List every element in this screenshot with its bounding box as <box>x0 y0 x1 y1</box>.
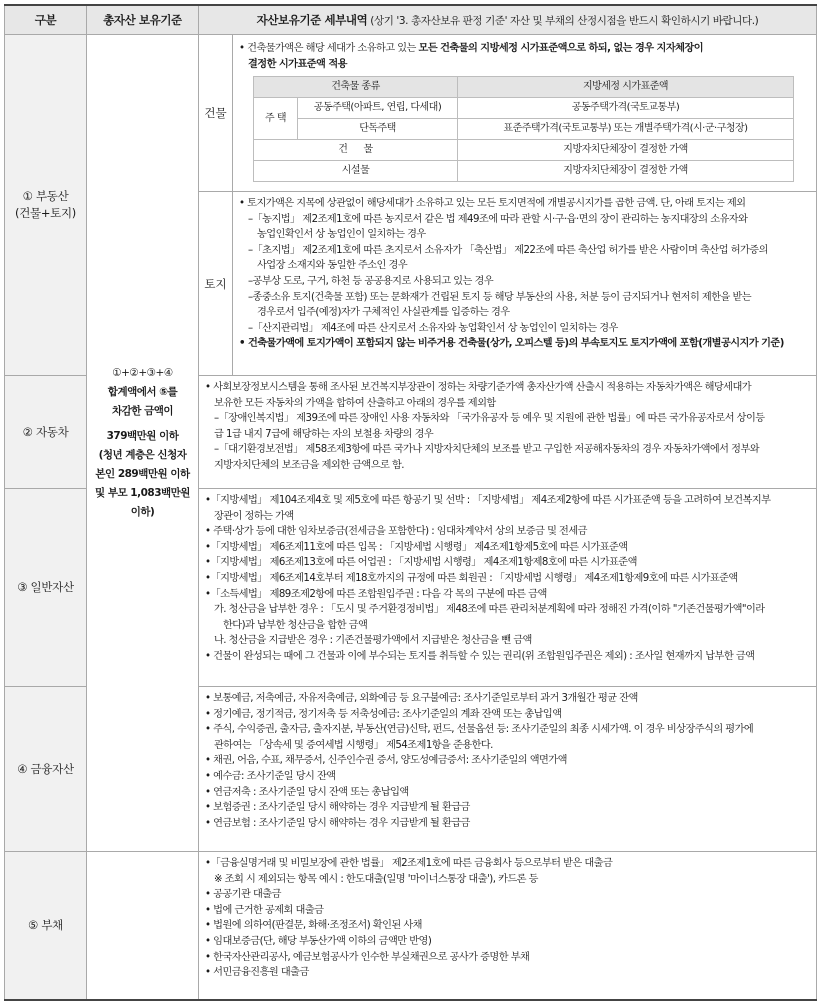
finance-line: • 연금저축 : 조사기준일 당시 잔액 또는 총납입액 <box>205 786 409 798</box>
car-detail <box>199 376 817 489</box>
land-line: • 토지가액은 지목에 상관없이 해당세대가 소유하고 있는 모든 토지면적에 개별공시지가를 곱한 금액. 단, 아래 토지는 제외 <box>239 198 746 209</box>
land-line: –「초지법」 제2조제1호에 따른 초지로서 소유자가 「축산법」 제22조에 따른 축산업 허가를 받은 사람이며 축산업 허가증의 <box>248 244 768 256</box>
land-line-bold: • 건축물가액에 토지가액이 포함되지 않는 비주거용 건축물(상가, 오피스텔 등)의 부속토지도 토지가액에 포함(개별공시지가 기준) <box>239 338 784 350</box>
inner-facility-label: 시설물 <box>254 161 458 182</box>
debt-line: ※ 조회 시 제외되는 항목 예시 : 한도대출(일명 '마이너스통장 대출'), 카드론 등 <box>214 873 538 885</box>
land-line: –종중소유 토지(건축물 포함) 또는 문화재가 건립된 토지 등 해당 부동산의 사용, 처분 등이 금지되거나 현저히 제한을 받는 <box>248 291 752 303</box>
category-realestate <box>5 35 87 376</box>
inner-header-value: 지방세정 시가표준액 <box>458 77 794 98</box>
finance-line: • 정기예금, 정기적금, 정기저축 등 저축성예금: 조사기준일의 계좌 잔액 또는 총납입액 <box>205 708 562 720</box>
standard-line: ①+②+③+④ <box>112 367 173 379</box>
general-line: •「지방세법」 제6조제13호에 따른 어업권 : 「지방세법 시행령」 제4조제1항제8호에 따른 시가표준액 <box>205 557 637 569</box>
sub-category-building: 건물 <box>199 35 233 192</box>
car-line: 급 1급 내지 7급에 해당하는 자의 보철용 차량의 경우 <box>214 428 434 440</box>
finance-line: • 채권, 어음, 수표, 채무증서, 신주인수권 증서, 양도성예금증서: 조사기준일의 액면가액 <box>205 755 567 767</box>
inner-apartment-label: 공동주택(아파트, 연립, 다세대) <box>298 98 458 119</box>
general-line: • 건물이 완성되는 때에 그 건물과 이에 부수되는 토지를 취득할 수 있는 권리(위 조합원입주권은 제외) : 조사일 현재까지 납부한 금액 <box>205 650 755 662</box>
building-value-table <box>253 76 794 182</box>
standard-threshold: 379백만원 이하 <box>106 430 179 442</box>
land-line: –공부상 도로, 구거, 하천 등 공공용지로 사용되고 있는 경우 <box>248 275 494 287</box>
category-finance: ④ 금융자산 <box>5 687 87 852</box>
inner-row <box>254 140 794 161</box>
table-header-row <box>5 5 817 35</box>
general-line: • 주택·상가 등에 대한 임차보증금(전세금을 포함한다) : 임대차계약서 상의 보증금 및 전세금 <box>205 526 587 538</box>
category-general: ③ 일반자산 <box>5 489 87 687</box>
category-car: ② 자동차 <box>5 376 87 489</box>
general-line: 가. 청산금을 납부한 경우 : 「도시 및 주거환경정비법」 제48조에 따른 관리처분계획에 따라 정해진 가격(이하 "기존건물평가액"이라 <box>214 604 765 616</box>
header-detail <box>199 5 817 35</box>
general-line: 장관이 정하는 가액 <box>214 510 294 522</box>
inner-apartment-value: 공동주택가격(국토교통부) <box>458 98 794 119</box>
finance-line: • 보험증권 : 조사기준일 당시 해약하는 경우 지급받게 될 환급금 <box>205 802 470 814</box>
car-line: • 사회보장정보시스템을 통해 조사된 보건복지부장관이 정하는 차량기준가액 총자산가액 산출시 적용하는 자동차가액은 해당세대가 <box>205 382 752 393</box>
table-row-debt <box>5 852 817 1000</box>
standard-line: 본인 289백만원 이하 <box>95 468 190 480</box>
land-line: 경우로서 입주(예정)자가 구체적인 사실관계를 입증하는 경우 <box>257 307 510 319</box>
header-detail-note: (상기 '3. 총자산보유 판정 기준' 자산 및 부채의 산정시점을 반드시 확인하시기 바랍니다.) <box>367 15 759 27</box>
debt-line: • 한국자산관리공사, 예금보험공사가 인수한 부실채권으로 공사가 증명한 부채 <box>205 951 530 963</box>
land-line: 농업인확인서 상 농업인이 일치하는 경우 <box>257 229 426 241</box>
table-row-building <box>5 35 817 192</box>
car-line: –「대기환경보전법」 제58조제3항에 따른 국가나 지방자치단체의 보조를 받고 구입한 저공해자동차의 경우 자동차가액에서 정부와 <box>214 444 760 456</box>
general-line: •「소득세법」 제89조제2항에 따른 조합원입주권 : 다음 각 목의 구분에 따른 금액 <box>205 588 547 600</box>
standard-line: 합계액에서 ⑤를 <box>107 386 178 398</box>
total-asset-standard <box>87 35 199 852</box>
land-detail <box>233 192 817 376</box>
inner-building-label: 건 물 <box>254 140 458 161</box>
building-intro-bold: 모든 건축물의 지방세정 시가표준액으로 하되, 없는 경우 지자체장이 <box>418 43 703 54</box>
debt-line: • 공공기관 대출금 <box>205 889 281 901</box>
finance-line: 관하여는 「상속세 및 증여세법 시행령」 제54조제1항을 준용한다. <box>214 739 493 751</box>
standard-line: 및 부모 1,083백만원 <box>95 487 190 499</box>
category-debt: ⑤ 부채 <box>5 852 87 1000</box>
general-line: •「지방세법」 제104조제4호 및 제5호에 따른 항공기 및 선박 : 「지방세법」 제4조제2항에 따른 시가표준액 등을 고려하여 보건복지부 <box>205 495 771 506</box>
debt-line: • 임대보증금(단, 해당 부동산가액 이하의 금액만 반영) <box>205 935 432 947</box>
building-intro <box>239 39 810 57</box>
inner-housing-label: 주 택 <box>254 98 298 140</box>
standard-line: (청년 계층은 신청자 <box>98 449 187 461</box>
general-line: •「지방세법」 제6조제11호에 따른 입목 : 「지방세법 시행령」 제4조제1항제5호에 따른 시가표준액 <box>205 541 628 553</box>
inner-detached-value: 표준주택가격(국토교통부) 또는 개별주택가격(시·군·구청장) <box>458 119 794 140</box>
inner-row <box>254 161 794 182</box>
land-line: –「농지법」 제2조제1호에 따른 농지로서 같은 법 제49조에 따라 관할 시·구·읍·면의 장이 관리하는 농지대장의 소유자와 <box>248 213 748 225</box>
general-line: 나. 청산금을 지급받은 경우 : 기존건물평가액에서 지급받은 청산금을 뺀 금액 <box>214 635 532 647</box>
building-detail <box>233 35 817 192</box>
finance-line: • 예수금: 조사기준일 당시 잔액 <box>205 770 336 782</box>
land-line: 사업장 소재지와 동일한 주소인 경우 <box>257 260 408 272</box>
sub-category-land: 토지 <box>199 192 233 376</box>
inner-facility-value: 지방자치단체장이 결정한 가액 <box>458 161 794 182</box>
debt-line: • 서민금융진흥원 대출금 <box>205 967 309 979</box>
inner-row <box>254 119 794 140</box>
car-line: 지방자치단체의 보조금을 제외한 금액으로 함. <box>214 459 404 471</box>
inner-row <box>254 98 794 119</box>
finance-line: • 연금보험 : 조사기준일 당시 해약하는 경우 지급받게 될 환급금 <box>205 817 470 829</box>
inner-header-row <box>254 77 794 98</box>
general-line: •「지방세법」 제6조제14호부터 제18호까지의 규정에 따른 회원권 : 「지방세법 시행령」 제4조제1항제9호에 따른 시가표준액 <box>205 572 738 584</box>
general-line: 한다)과 납부한 청산금을 합한 금액 <box>223 619 368 631</box>
finance-detail <box>199 687 817 852</box>
car-line: 보유한 모든 자동차의 가액을 합하여 산출하고 아래의 경우를 제외함 <box>214 397 496 409</box>
inner-building-value: 지방자치단체장이 결정한 가액 <box>458 140 794 161</box>
header-category: 구분 <box>5 5 87 35</box>
inner-detached-label: 단독주택 <box>298 119 458 140</box>
asset-criteria-table <box>4 4 817 1001</box>
general-detail <box>199 489 817 687</box>
debt-line: • 법에 근거한 공제회 대출금 <box>205 904 324 916</box>
header-detail-title: 자산보유기준 세부내역 <box>256 13 368 27</box>
land-line: –「산지관리법」 제4조에 따른 산지로서 소유자와 농업확인서 상 농업인이 일치하는 경우 <box>248 322 618 334</box>
debt-line: •「금융실명거래 및 비밀보장에 관한 법률」 제2조제1호에 따른 금융회사 등으로부터 받은 대출금 <box>205 858 613 869</box>
category-realestate-sublabel: (건물+토지) <box>15 206 76 220</box>
building-intro-text: • 건축물가액은 해당 세대가 소유하고 있는 <box>239 43 419 54</box>
debt-detail <box>199 852 817 1000</box>
car-line: –「장애인복지법」 제39조에 따른 장애인 사용 자동차와 「국가유공자 등 예우 및 지원에 관한 법률」에 따른 국가유공자로서 상이등 <box>214 413 765 425</box>
header-standard: 총자산 보유기준 <box>87 5 199 35</box>
finance-line: • 보통예금, 저축예금, 자유저축예금, 외화예금 등 요구불예금: 조사기준일로부터 과거 3개월간 평균 잔액 <box>205 693 638 704</box>
debt-line: • 법원에 의하여(판결문, 화해·조정조서) 확인된 사채 <box>205 920 422 932</box>
standard-line: 이하) <box>130 506 155 518</box>
standard-line: 차감한 금액이 <box>111 405 173 417</box>
asset-criteria-document <box>4 4 816 1001</box>
category-realestate-label: ① 부동산 <box>22 189 69 203</box>
inner-header-type: 건축물 종류 <box>254 77 458 98</box>
building-intro-bold-2: 결정한 시가표준액 적용 <box>248 58 347 70</box>
finance-line: • 주식, 수익증권, 출자금, 출자지분, 부동산(연금)신탁, 펀드, 선물옵션 등: 조사기준일의 최종 시세가액. 이 경우 비상장주식의 평가에 <box>205 724 754 736</box>
